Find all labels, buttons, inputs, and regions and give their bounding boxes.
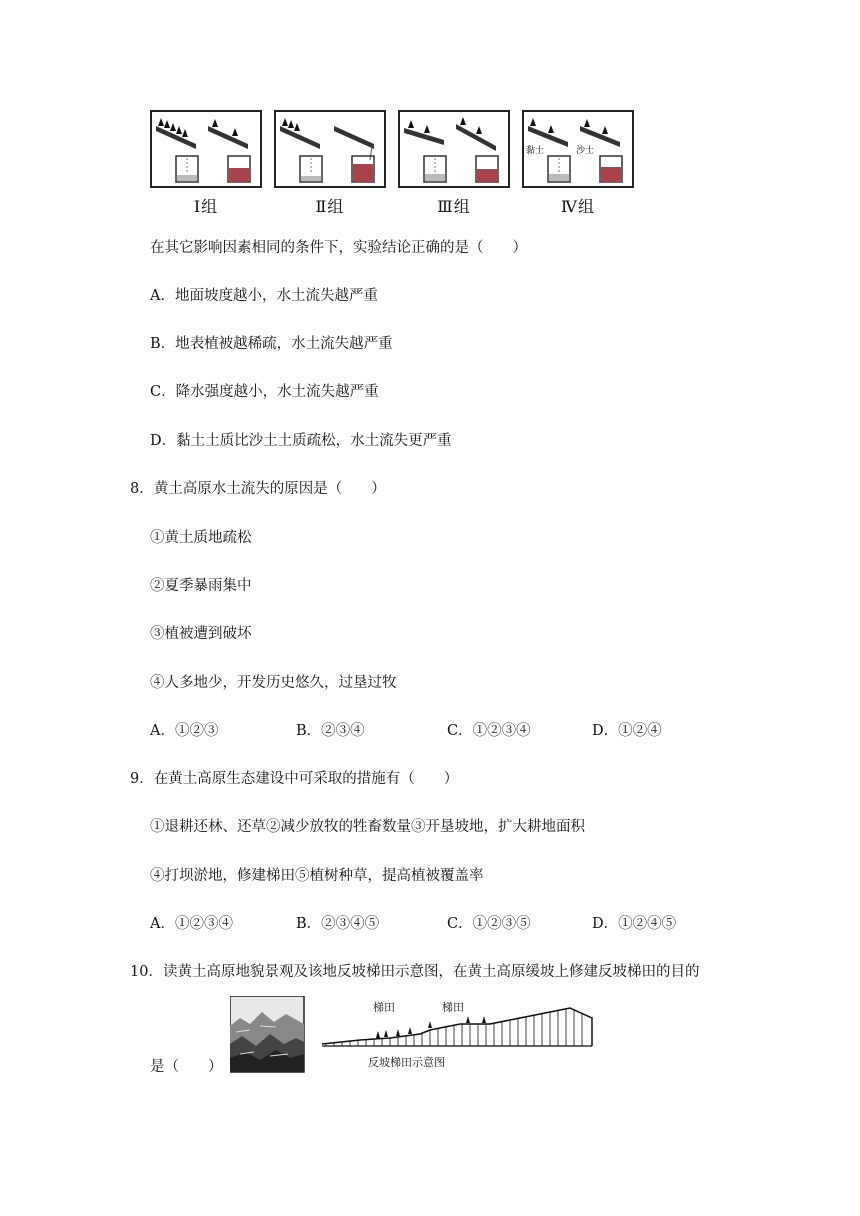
q8-option-b[interactable]: B．②③④	[296, 723, 365, 739]
group-3-panel	[398, 110, 510, 188]
q9-option-c[interactable]: C．①②③⑤	[447, 916, 531, 932]
q8-item-1: ①黄土质地疏松	[150, 530, 252, 546]
q8-option-a[interactable]: A．①②③	[150, 723, 219, 739]
q7-stem: 在其它影响因素相同的条件下，实验结论正确的是（ ）	[150, 240, 527, 256]
group-1-panel	[150, 110, 262, 188]
sand-label: 沙土	[576, 146, 595, 156]
clay-label: 黏土	[526, 146, 545, 156]
q9-option-d[interactable]: D．①②④⑤	[592, 916, 677, 932]
group-1-label: Ⅰ组	[193, 197, 219, 216]
group-4-panel	[522, 110, 634, 188]
q9-option-b[interactable]: B．②③④⑤	[296, 916, 380, 932]
q9-stem: 9．在黄土高原生态建设中可采取的措施有（ ）	[130, 771, 459, 787]
q7-option-b[interactable]: B．地表植被越稀疏，水土流失越严重	[150, 336, 393, 352]
group-2-label: Ⅱ组	[315, 197, 345, 216]
q7-option-c[interactable]: C．降水强度越小，水土流失越严重	[150, 384, 379, 400]
q8-option-c[interactable]: C．①②③④	[447, 723, 531, 739]
group-2-panel	[274, 110, 386, 188]
q8-item-4: ④人多地少，开发历史悠久，过垦过牧	[150, 675, 397, 691]
group-2-illustration	[276, 112, 384, 186]
erosion-experiment-figure	[150, 110, 640, 220]
q8-stem: 8．黄土高原水土流失的原因是（ ）	[130, 481, 386, 497]
group-3-label: Ⅲ组	[437, 197, 471, 216]
q8-option-d[interactable]: D．①②④	[592, 723, 662, 739]
loess-landscape-and-terrace-diagram	[230, 996, 730, 1076]
loess-landscape-photo	[230, 996, 304, 1072]
group-1-illustration	[152, 112, 260, 186]
q7-option-d[interactable]: D．黏土土质比沙土土质疏松，水土流失更严重	[150, 433, 452, 449]
group-4-label: Ⅳ组	[561, 197, 595, 216]
q8-item-2: ②夏季暴雨集中	[150, 578, 252, 594]
q9-items-line-1: ①退耕还林、还草②减少放牧的牲畜数量③开垦坡地，扩大耕地面积	[150, 819, 585, 835]
q10-figure	[230, 996, 730, 1080]
terrace-label-1: 梯田	[373, 1001, 395, 1014]
terrace-diagram-caption: 反坡梯田示意图	[368, 1056, 445, 1069]
q7-option-a[interactable]: A．地面坡度越小，水土流失越严重	[150, 288, 378, 304]
q8-item-3: ③植被遭到破坏	[150, 626, 252, 642]
group-3-illustration	[400, 112, 508, 186]
q9-option-a[interactable]: A．①②③④	[150, 916, 233, 932]
q9-items-line-2: ④打坝淤地，修建梯田⑤植树种草，提高植被覆盖率	[150, 868, 484, 884]
terrace-label-2: 梯田	[442, 1001, 464, 1014]
q10-stem-end: 是（ ）	[150, 1059, 223, 1075]
q10-stem: 10．读黄土高原地貌景观及该地反坡梯田示意图，在黄土高原缓坡上修建反坡梯田的目的	[130, 964, 700, 980]
